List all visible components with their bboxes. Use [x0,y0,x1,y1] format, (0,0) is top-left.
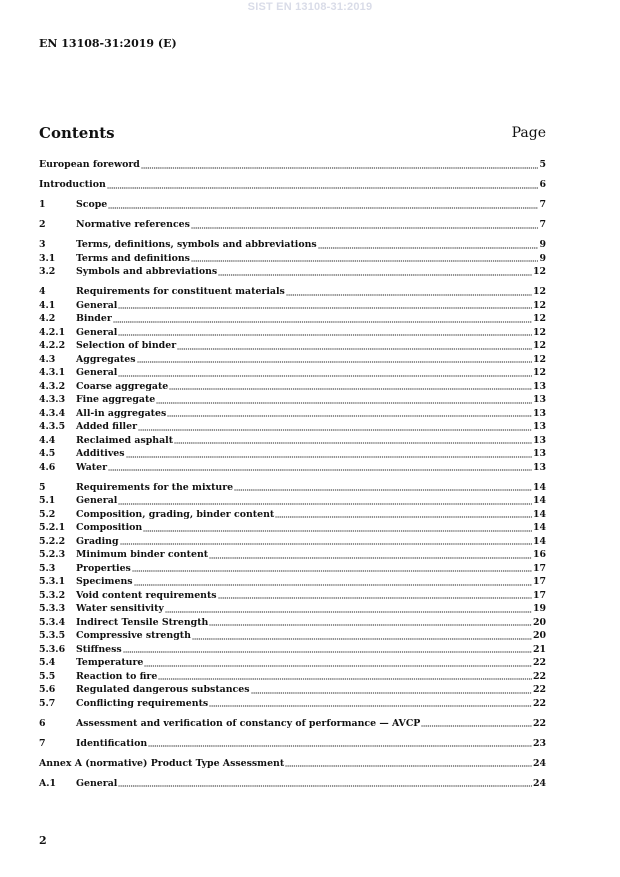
toc-entry[interactable] [39,339,546,353]
dot-leader [143,530,532,532]
toc-entry-number: 5.3 [39,562,56,574]
toc-entry[interactable] [39,494,546,508]
toc-entry-page: 12 [532,340,546,351]
toc-entry[interactable] [39,158,546,172]
toc-entry-page: 5 [539,159,546,170]
toc-entry-page: 21 [532,643,546,655]
toc-entry-number: 4.3.5 [39,421,66,432]
toc-entry-page: 13 [532,394,546,405]
toc-entry-page: 16 [532,549,546,560]
toc-entry-number: 5.5 [39,670,56,682]
toc-entry[interactable] [39,353,546,367]
toc-entry-number: 4.3.3 [39,394,66,405]
toc-entry-page: 22 [532,717,546,729]
toc-entry-page: 17 [532,576,546,587]
toc-entry-page: 22 [532,657,546,668]
toc-entry[interactable] [39,602,546,616]
page-column-label: Page [511,125,546,141]
dot-leader [167,415,532,417]
toc-entry[interactable] [39,393,546,407]
toc-entry-title: Water sensitivity [76,603,164,614]
toc-entry[interactable] [39,508,546,522]
dot-leader [177,348,532,350]
toc-entry-page: 14 [532,495,546,506]
toc-entry-title: Compressive strength [76,630,191,641]
toc-entry-title: Grading [76,535,119,547]
toc-entry[interactable] [39,252,546,266]
dot-leader [108,207,538,209]
toc-entry[interactable] [39,299,546,313]
toc-entry[interactable] [39,521,546,535]
dot-leader [209,624,532,626]
toc-entry[interactable] [39,616,546,630]
toc-entry-number: 1 [39,199,46,210]
toc-entry-page: 13 [532,461,546,473]
toc-entry-page: 13 [532,380,546,392]
toc-entry[interactable] [39,737,546,751]
dot-leader [285,765,532,767]
toc-entry-number: 4.3.4 [39,407,66,419]
dot-leader [126,456,532,458]
dot-leader [191,227,539,229]
toc-entry-number: 2 [39,219,46,230]
toc-entry-page: 19 [532,603,546,614]
toc-entry-title: Indirect Tensile Strength [76,616,209,628]
toc-entry-page: 22 [532,684,546,695]
table-of-contents [39,158,546,790]
dot-leader [148,745,532,747]
toc-entry-page: 14 [532,535,546,547]
toc-entry[interactable] [39,312,546,326]
toc-entry-page: 7 [539,219,546,230]
toc-entry-number: 4.3.1 [39,367,66,378]
toc-entry-title: General [76,495,118,506]
toc-entry-title: Properties [76,562,131,574]
toc-entry-page: 6 [539,179,546,190]
toc-entry-number: 5.3.5 [39,630,66,641]
toc-entry-number: 4.2 [39,313,56,324]
toc-entry[interactable] [39,285,546,299]
toc-entry-number: 4.5 [39,448,56,459]
toc-entry-title: General [76,299,118,311]
dot-leader [118,785,532,787]
toc-entry[interactable] [39,697,546,711]
toc-entry-number: 7 [39,737,46,749]
dot-leader [138,429,532,431]
toc-entry-number: 5.4 [39,657,56,668]
toc-entry-title: Identification [76,737,148,749]
toc-entry-page: 24 [532,777,546,789]
toc-entry[interactable] [39,562,546,576]
toc-entry-page: 12 [532,326,546,338]
dot-leader [174,442,532,444]
toc-entry[interactable] [39,629,546,643]
toc-entry-number: 4.4 [39,434,56,446]
toc-entry-page: 17 [532,562,546,574]
toc-entry-title: Composition [76,522,143,533]
toc-entry[interactable] [39,757,546,771]
toc-entry-title: Scope [76,199,108,210]
dot-leader [107,187,539,189]
toc-entry-title: Coarse aggregate [76,380,169,392]
toc-entry-page: 12 [532,313,546,324]
toc-entry-number: 4.1 [39,299,56,311]
dot-leader [421,725,532,727]
dot-leader [191,260,539,262]
toc-entry[interactable] [39,238,546,252]
dot-leader [132,570,532,572]
toc-entry[interactable] [39,777,546,791]
toc-entry-title: European foreword [39,159,140,170]
dot-leader [218,274,532,276]
dot-leader [141,167,539,169]
toc-entry-page: 22 [532,670,546,682]
toc-entry-page: 20 [532,630,546,641]
toc-entry[interactable] [39,461,546,475]
toc-entry-title: Introduction [39,179,106,190]
toc-entry-title: Terms and definitions [76,252,190,264]
toc-entry-number: 3.1 [39,252,56,264]
toc-entry[interactable] [39,643,546,657]
toc-entry-page: 12 [532,367,546,378]
toc-entry-number: 5.2.1 [39,522,66,533]
toc-entry[interactable] [39,481,546,495]
toc-entry-title: Requirements for the mixture [76,481,234,493]
toc-entry[interactable] [39,218,546,232]
toc-entry-number: 5.7 [39,697,56,709]
toc-entry[interactable] [39,380,546,394]
toc-entry[interactable] [39,366,546,380]
toc-entry-title: General [76,326,118,338]
dot-leader [209,557,532,559]
toc-entry-title: Temperature [76,657,144,668]
document-header: EN 13108-31:2019 (E) [39,37,177,50]
toc-entry[interactable] [39,178,546,192]
toc-entry-page: 13 [532,407,546,419]
toc-entry[interactable] [39,683,546,697]
toc-entry-page: 9 [539,239,546,250]
toc-entry-title: Symbols and abbreviations [76,266,218,277]
toc-entry-title: Annex A (normative) Product Type Assessment [39,757,285,769]
toc-entry[interactable] [39,407,546,421]
toc-entry-title: Added filler [76,421,138,432]
toc-entry-number: 5.3.4 [39,616,66,628]
toc-entry-page: 14 [532,522,546,533]
toc-entry-number: 5.6 [39,684,56,695]
toc-entry-title: Aggregates [76,353,136,365]
toc-entry-title: General [76,367,118,378]
toc-entry-title: Void content requirements [76,589,217,601]
dot-leader [165,611,532,613]
toc-entry-number: 4.2.1 [39,326,66,338]
toc-entry-title: Selection of binder [76,340,177,351]
toc-entry[interactable] [39,447,546,461]
toc-entry-number: 5.1 [39,495,56,506]
toc-entry-title: Additives [76,448,125,459]
toc-entry-number: 4.3.2 [39,380,66,392]
toc-entry-number: 5.3.6 [39,643,66,655]
toc-entry-page: 12 [532,299,546,311]
toc-entry-title: Composition, grading, binder content [76,508,275,520]
toc-entry-page: 9 [539,252,546,264]
dot-leader [156,402,532,404]
dot-leader [218,597,532,599]
dot-leader [192,638,532,640]
toc-entry-page: 17 [532,589,546,601]
toc-entry-title: Fine aggregate [76,394,156,405]
dot-leader [275,516,532,518]
dot-leader [108,469,532,471]
toc-entry-page: 22 [532,697,546,709]
toc-entry-number: 5.3.2 [39,589,66,601]
toc-entry-number: 5 [39,481,46,493]
toc-entry-title: Normative references [76,219,190,230]
toc-entry[interactable] [39,575,546,589]
toc-entry-title: Binder [76,313,112,324]
toc-entry-number: 4.6 [39,461,56,473]
dot-leader [234,489,532,491]
toc-entry-number: A.1 [39,777,57,789]
toc-entry-page: 20 [532,616,546,628]
toc-entry-title: Minimum binder content [76,549,209,560]
toc-entry-title: Reaction to fire [76,670,158,682]
dot-leader [118,307,532,309]
toc-entry-page: 12 [532,286,546,297]
toc-entry-page: 12 [532,353,546,365]
toc-entry-page: 7 [539,199,546,210]
toc-entry[interactable] [39,535,546,549]
dot-leader [120,543,532,545]
toc-entry[interactable] [39,548,546,562]
toc-entry-title: Reclaimed asphalt [76,434,174,446]
toc-entry-page: 14 [532,481,546,493]
dot-leader [113,321,532,323]
toc-entry-number: 4.2.2 [39,340,66,351]
toc-entry[interactable] [39,434,546,448]
toc-entry-number: 4.3 [39,353,56,365]
toc-entry[interactable] [39,265,546,279]
toc-entry[interactable] [39,717,546,731]
toc-entry-number: 5.3.1 [39,576,66,587]
toc-entry-title: Regulated dangerous substances [76,684,250,695]
toc-entry-number: 6 [39,717,46,729]
toc-entry[interactable] [39,198,546,212]
toc-entry[interactable] [39,420,546,434]
dot-leader [144,665,532,667]
toc-entry-page: 12 [532,266,546,277]
toc-entry[interactable] [39,670,546,684]
contents-title: Contents [39,124,115,142]
toc-entry[interactable] [39,589,546,603]
toc-entry-number: 5.2.2 [39,535,66,547]
toc-entry-number: 5.3.3 [39,603,66,614]
toc-entry-title: Conflicting requirements [76,697,209,709]
dot-leader [158,678,532,680]
watermark: SIST EN 13108-31:2019 [247,1,373,13]
page-number: 2 [39,834,47,847]
dot-leader [134,584,532,586]
toc-entry-page: 13 [532,434,546,446]
dot-leader [137,361,532,363]
toc-entry[interactable] [39,656,546,670]
dot-leader [251,692,532,694]
dot-leader [169,388,532,390]
toc-entry-page: 13 [532,421,546,432]
toc-entry[interactable] [39,326,546,340]
toc-entry-title: General [76,777,118,789]
dot-leader [286,294,532,296]
toc-entry-number: 4 [39,286,46,297]
toc-entry-number: 5.2.3 [39,549,66,560]
toc-entry-title: All-in aggregates [76,407,167,419]
toc-entry-number: 3.2 [39,266,56,277]
toc-entry-title: Requirements for constituent materials [76,286,285,297]
toc-entry-page: 13 [532,448,546,459]
toc-entry-number: 5.2 [39,508,56,520]
toc-entry-page: 14 [532,508,546,520]
dot-leader [118,334,532,336]
toc-entry-title: Water [76,461,108,473]
toc-entry-title: Assessment and verification of constancy of performance — AVCP [76,717,421,729]
toc-entry-page: 24 [532,757,546,769]
toc-entry-title: Specimens [76,576,133,587]
dot-leader [123,651,532,653]
toc-entry-page: 23 [532,737,546,749]
toc-entry-title: Terms, definitions, symbols and abbreviations [76,239,317,250]
dot-leader [118,375,532,377]
toc-entry-title: Stiffness [76,643,122,655]
toc-entry-number: 3 [39,239,46,250]
dot-leader [318,247,539,249]
dot-leader [118,503,532,505]
dot-leader [209,705,532,707]
